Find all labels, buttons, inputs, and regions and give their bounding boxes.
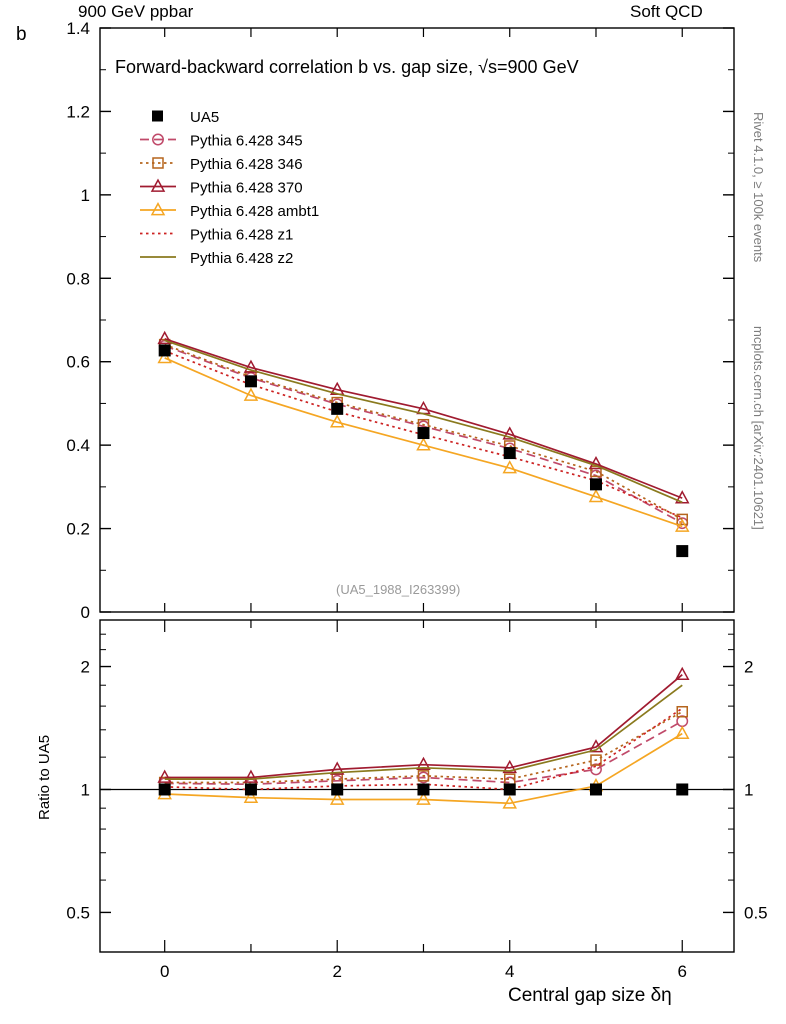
series-line-main [165, 339, 683, 498]
legend-label-1: Pythia 6.428 345 [190, 132, 303, 150]
y-tick-label-0: 0 [80, 603, 90, 622]
legend-marker-4 [152, 204, 164, 215]
y-tick-label-1.4: 1.4 [66, 19, 90, 38]
ua5-marker-ratio [677, 784, 688, 795]
x-tick-label-2: 2 [332, 962, 342, 981]
ua5-marker-ratio [590, 784, 601, 795]
ua5-marker-main [332, 403, 343, 414]
x-tick-label-0: 0 [159, 962, 170, 981]
ratio-y-tick-label-left-2: 2 [80, 657, 90, 677]
side-caption-top: Rivet 4.1.0, ≥ 100k events [751, 112, 766, 263]
ratio-y-tick-label-left-1: 1 [80, 780, 90, 800]
ua5-marker-ratio [418, 784, 429, 795]
plot-title: Forward-backward correlation b vs. gap size, √s=900 GeV [115, 57, 579, 77]
y-tick-label-0.4: 0.4 [66, 436, 90, 456]
ratio-y-tick-label-right-1: 1 [744, 780, 754, 800]
main-y-axis-label: b [16, 24, 27, 45]
ratio-y-tick-label-right-2: 2 [744, 657, 754, 677]
ratio-panel-frame [100, 620, 734, 952]
legend-label-5: Pythia 6.428 z1 [190, 226, 294, 244]
ratio-y-tick-label-left-0.5: 0.5 [66, 903, 90, 923]
ua5-marker-main [590, 479, 601, 490]
legend-label-4: Pythia 6.428 ambt1 [190, 203, 320, 220]
x-tick-label-4: 4 [504, 962, 515, 981]
ua5-marker-main [504, 448, 515, 459]
y-tick-label-0.8: 0.8 [66, 269, 90, 289]
ua5-marker-main [245, 376, 256, 387]
header-right: Soft QCD [630, 2, 703, 21]
ua5-marker-main [677, 546, 688, 557]
analysis-watermark: (UA5_1988_I263399) [336, 582, 461, 597]
y-tick-label-1.2: 1.2 [66, 102, 90, 122]
ratio-y-tick-label-right-0.5: 0.5 [744, 903, 768, 923]
x-tick-label-6: 6 [677, 962, 687, 981]
ratio-y-axis-label: Ratio to UA5 [36, 734, 53, 820]
legend-marker-3 [152, 180, 164, 191]
legend-marker-0 [152, 111, 163, 122]
legend-label-6: Pythia 6.428 z2 [190, 250, 294, 267]
ua5-marker-main [159, 345, 170, 356]
series-line-ratio [165, 675, 683, 778]
side-caption-bottom: mcplots.cern.ch [arXiv:2401.10621] [751, 326, 766, 530]
series-line-main [165, 358, 683, 527]
ua5-marker-ratio [332, 784, 343, 795]
legend-label-2: Pythia 6.428 346 [190, 156, 303, 173]
ua5-marker-main [418, 428, 429, 439]
series-marker-ratio [677, 716, 687, 726]
y-tick-label-0.2: 0.2 [66, 519, 90, 539]
legend-label-3: Pythia 6.428 370 [190, 179, 303, 197]
header-left: 900 GeV ppbar [78, 2, 194, 21]
ua5-marker-ratio [504, 784, 515, 795]
y-tick-label-1: 1 [80, 185, 90, 205]
series-line-ratio [165, 721, 683, 784]
legend-label-0: UA5 [190, 109, 220, 126]
y-tick-label-0.6: 0.6 [66, 352, 90, 372]
ua5-marker-ratio [245, 784, 256, 795]
ua5-marker-ratio [159, 784, 170, 795]
x-axis-label: Central gap size δη [508, 985, 672, 1006]
